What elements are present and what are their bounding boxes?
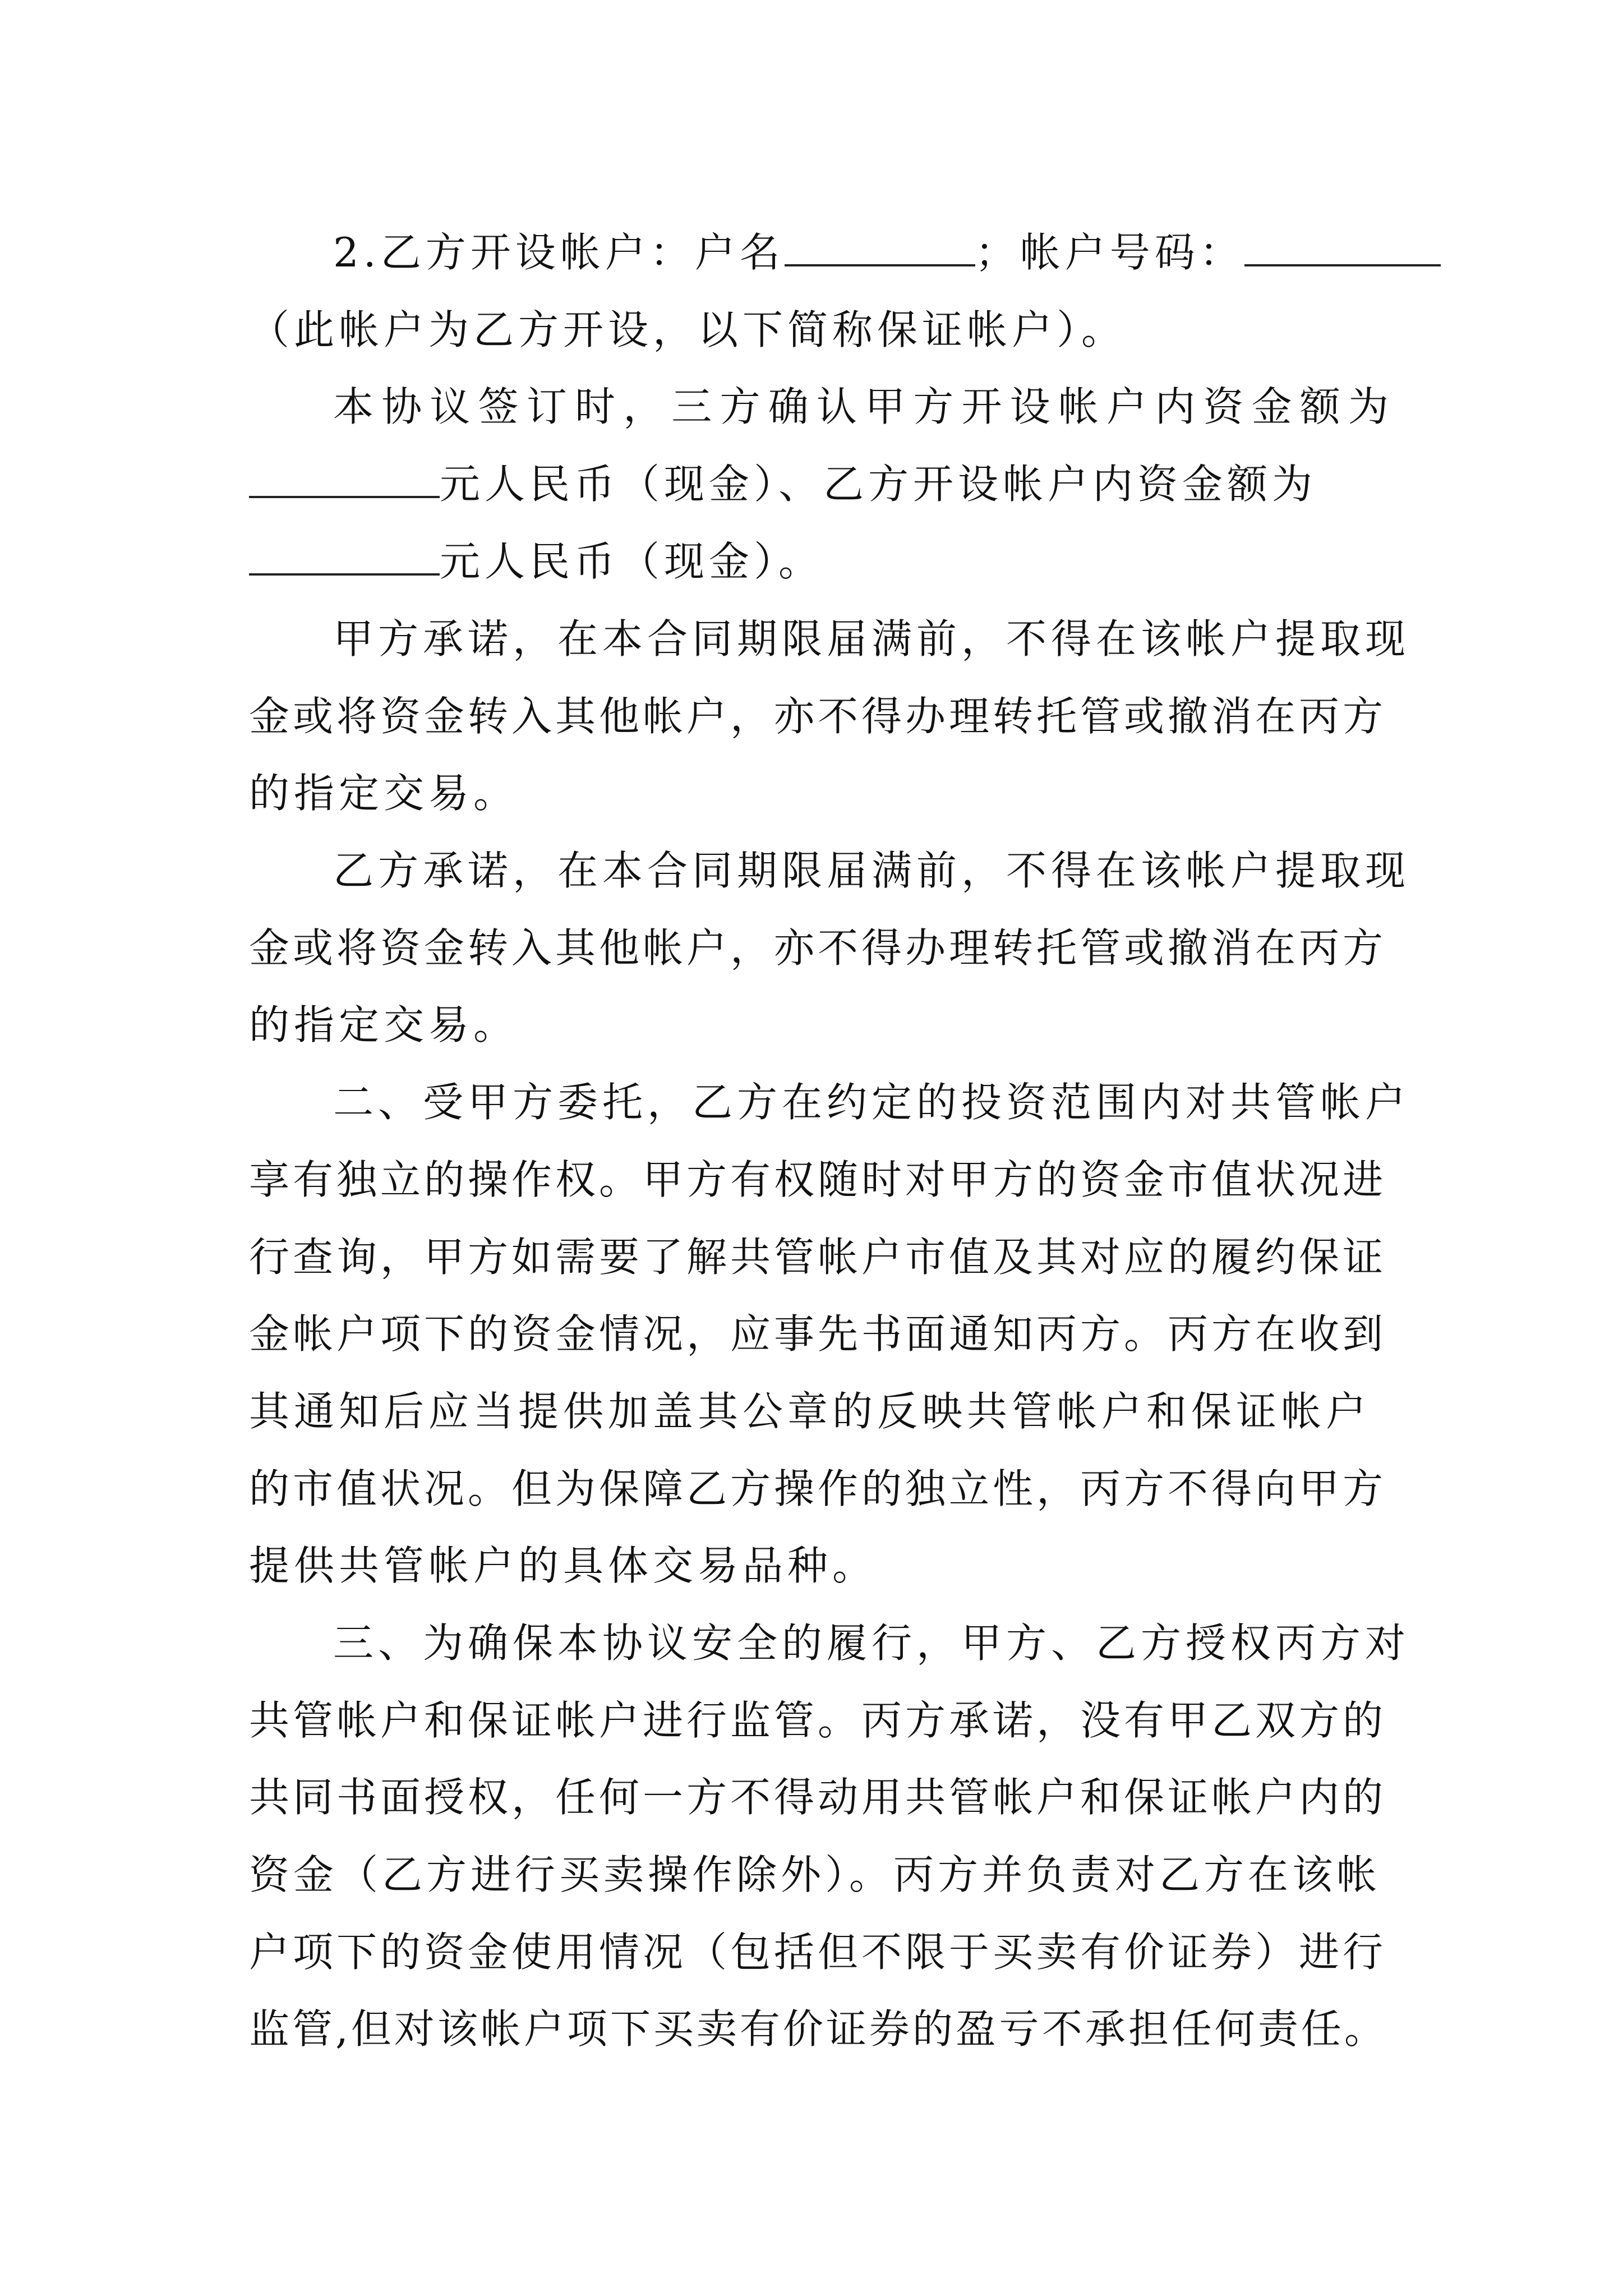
party-b-promise-line-2: 金或将资金转入其他帐户，亦不得办理转托管或撤消在丙方 [249,924,1387,972]
party-a-promise-line-2: 金或将资金转入其他帐户，亦不得办理转托管或撤消在丙方 [249,693,1387,740]
section-2-line-7: 提供共管帐户的具体交易品种。 [249,1542,878,1589]
account-line-lead: 2.乙方开设帐户：户名 [333,229,785,276]
confirm-line-3-text: 元人民币（现金）。 [440,538,824,585]
party-b-amount-blank [249,540,440,576]
confirm-line-2-text: 元人民币（现金）、乙方开设帐户内资金额为 [440,461,1317,508]
section-2-line-2: 享有独立的操作权。甲方有权随时对甲方的资金市值状况进 [249,1156,1387,1203]
party-b-promise-line-3: 的指定交易。 [249,1001,519,1048]
confirm-line-1: 本协议签订时，三方确认甲方开设帐户内资金额为 [333,383,1393,430]
party-a-promise-line-1: 甲方承诺，在本合同期限届满前，不得在该帐户提取现 [333,615,1410,662]
confirm-line-3 [249,522,1393,601]
party-a-amount-blank [249,462,440,498]
section-3-line-2: 共管帐户和保证帐户进行监管。丙方承诺，没有甲乙双方的 [249,1697,1387,1744]
section-3-line-3: 共同书面授权，任何一方不得动用共管帐户和保证帐户内的 [249,1774,1387,1821]
section-2-line-6: 的市值状况。但为保障乙方操作的独立性，丙方不得向甲方 [249,1465,1387,1512]
section-2-line-4: 金帐户项下的资金情况，应事先书面通知丙方。丙方在收到 [249,1310,1387,1358]
confirm-line-2 [249,445,1393,523]
section-3-line-4: 资金（乙方进行买卖操作除外）。丙方并负责对乙方在该帐 [249,1851,1381,1898]
section-2-line-1: 二、受甲方委托，乙方在约定的投资范围内对共管帐户 [333,1079,1410,1126]
section-3-line-6: 监管,但对该帐户项下买卖有价证券的盈亏不承担任何责任。 [249,2005,1387,2053]
account-line-sep: ；帐户号码： [975,229,1244,276]
account-note: （此帐户为乙方开设，以下简称保证帐户）。 [249,306,1127,353]
section-3-line-5: 户项下的资金使用情况（包括但不限于买卖有价证券）进行 [249,1929,1387,1976]
section-3-line-1: 三、为确保本协议安全的履行，甲方、乙方授权丙方对 [333,1619,1410,1667]
party-a-promise-line-3: 的指定交易。 [249,770,519,817]
section-2-line-3: 行查询，甲方如需要了解共管帐户市值及其对应的履约保证 [249,1234,1387,1281]
party-b-promise-line-1: 乙方承诺，在本合同期限届满前，不得在该帐户提取现 [333,847,1410,894]
account-name-blank [785,231,975,266]
account-line [333,213,1477,292]
account-number-blank [1244,231,1441,266]
section-2-line-5: 其通知后应当提供加盖其公章的反映共管帐户和保证帐户 [249,1388,1371,1435]
